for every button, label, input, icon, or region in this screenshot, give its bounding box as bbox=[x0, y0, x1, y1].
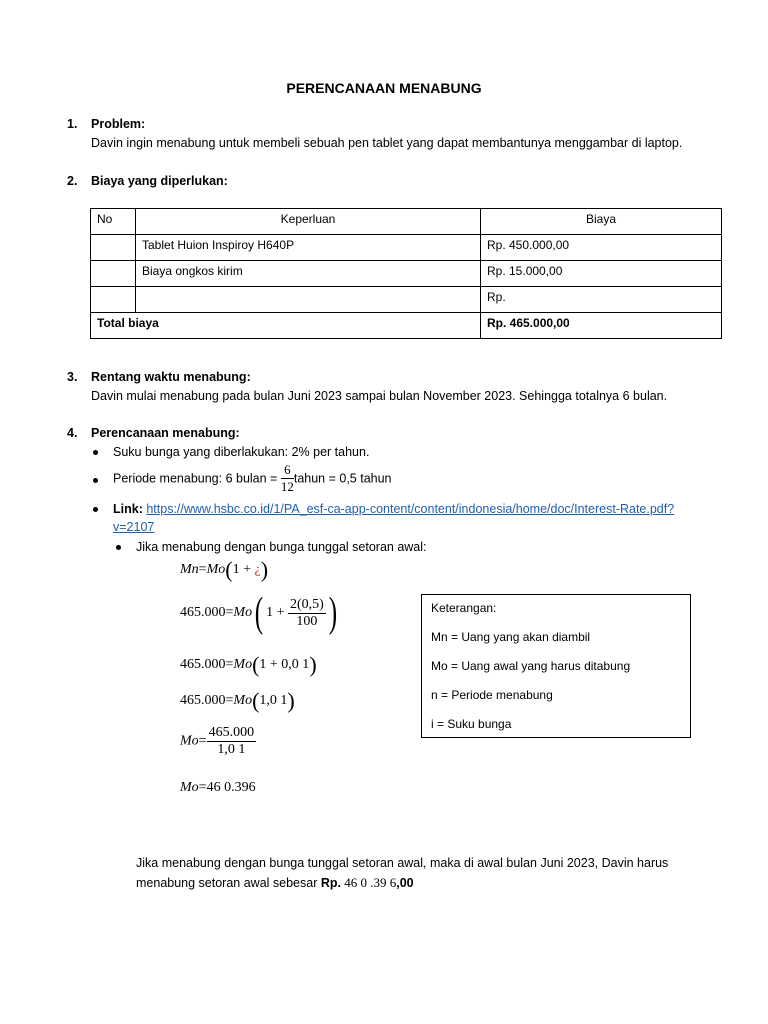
header-keperluan: Keperluan bbox=[136, 209, 481, 235]
link-line bbox=[113, 502, 674, 516]
eq3-mo: Mo bbox=[233, 657, 253, 673]
eq4-mo: Mo bbox=[233, 693, 253, 709]
keterangan-box bbox=[421, 594, 691, 738]
equation-3: 465.000=Mo(1 + 0,0 1) bbox=[180, 652, 317, 677]
table-row bbox=[91, 235, 722, 261]
conclusion-rp: Rp. bbox=[320, 876, 341, 890]
equation-6: Mo=46 0.396 bbox=[180, 780, 256, 795]
reference-link[interactable]: https://www.hsbc.co.id/1/PA_esf-ca-app-content/content/indonesia/home/doc/Interest-Rate.pdf? bbox=[146, 502, 675, 516]
table-header-row bbox=[91, 209, 722, 235]
section-3-heading: Rentang waktu menabung: bbox=[91, 370, 251, 384]
eq6-lhs: Mo bbox=[180, 780, 199, 795]
table-total-row bbox=[91, 313, 722, 339]
simple-interest-heading: Jika menabung dengan bunga tunggal setoran awal: bbox=[136, 540, 427, 554]
link-label: Link: bbox=[113, 502, 147, 516]
cost-table bbox=[90, 208, 722, 339]
cell-item bbox=[136, 287, 481, 313]
section-4-number: 4. bbox=[67, 426, 78, 440]
eq2-denominator: 100 bbox=[296, 613, 318, 629]
conclusion-suffix: ,00 bbox=[396, 876, 414, 890]
total-label: Total biaya bbox=[91, 313, 481, 339]
table-row bbox=[91, 261, 722, 287]
header-no: No bbox=[91, 209, 136, 235]
eq5-denominator: 1,0 1 bbox=[217, 742, 246, 757]
eq2-lhs: 465.000 bbox=[180, 605, 226, 620]
conclusion-line-2 bbox=[136, 875, 414, 891]
cell-cost: Rp. 450.000,00 bbox=[481, 235, 722, 261]
eq6-rhs: 46 0.396 bbox=[206, 780, 256, 795]
keterangan-line: Mo = Uang awal yang harus ditabung bbox=[431, 659, 631, 673]
bullet-icon bbox=[93, 450, 98, 455]
cell-no bbox=[91, 235, 136, 261]
period-denominator: 12 bbox=[280, 479, 294, 494]
period-text-pre: Periode menabung: 6 bulan = bbox=[113, 471, 281, 486]
section-2-heading: Biaya yang diperlukan: bbox=[91, 174, 228, 188]
period-text-post: tahun = 0,5 tahun bbox=[293, 471, 392, 486]
eq3-lhs: 465.000 bbox=[180, 657, 226, 673]
interest-rate-text: Suku bunga yang diberlakukan: 2% per tahun. bbox=[113, 445, 370, 459]
equation-4: 465.000=Mo(1,0 1) bbox=[180, 688, 295, 713]
eq2-numerator: 2(0,5) bbox=[289, 596, 324, 612]
cell-item: Tablet Huion Inspiroy H640P bbox=[136, 235, 481, 261]
eq2-fraction bbox=[288, 597, 326, 630]
eq1-mo: Mo bbox=[206, 562, 226, 578]
cell-no bbox=[91, 261, 136, 287]
equation-5: Mo= $\frac{465.000}{1,0 1}$ bbox=[180, 725, 255, 757]
eq2-one: 1 + bbox=[266, 605, 288, 620]
cell-cost: Rp. 15.000,00 bbox=[481, 261, 722, 287]
eq4-lhs: 465.000 bbox=[180, 693, 226, 709]
eq5-fraction bbox=[207, 725, 257, 758]
eq1-lhs: Mn bbox=[180, 562, 199, 578]
section-2-number: 2. bbox=[67, 174, 78, 188]
cell-cost: Rp. bbox=[481, 287, 722, 313]
total-value: Rp. 465.000,00 bbox=[481, 313, 722, 339]
equation-1: Mn=Mo(1 + ¿) bbox=[180, 557, 269, 582]
keterangan-line: i = Suku bunga bbox=[431, 717, 512, 731]
header-biaya: Biaya bbox=[481, 209, 722, 235]
eq5-lhs: Mo bbox=[180, 733, 199, 749]
period-numerator: 6 bbox=[281, 462, 294, 479]
eq1-inner: 1 + bbox=[232, 562, 255, 578]
period-fraction bbox=[281, 462, 294, 495]
table-row bbox=[91, 287, 722, 313]
eq1-i: ¿ bbox=[254, 562, 261, 578]
keterangan-line: n = Periode menabung bbox=[431, 688, 553, 702]
reference-link-continuation[interactable]: v=2107 bbox=[113, 520, 155, 534]
keterangan-title: Keterangan: bbox=[431, 601, 497, 615]
section-4-heading: Perencanaan menabung: bbox=[91, 426, 240, 440]
section-1-heading: Problem: bbox=[91, 117, 146, 131]
bullet-icon bbox=[93, 507, 98, 512]
conclusion-text: menabung setoran awal sebesar bbox=[136, 876, 321, 890]
eq3-inner: 1 + 0,0 1 bbox=[259, 657, 310, 673]
section-3-text: Davin mulai menabung pada bulan Juni 2023 sampai bulan November 2023. Sehingga totalnya 6 bulan. bbox=[91, 389, 668, 403]
eq5-numerator: 465.000 bbox=[208, 725, 255, 740]
section-1-text: Davin ingin menabung untuk membeli sebuah pen tablet yang dapat membantunya menggambar di laptop. bbox=[91, 136, 683, 150]
section-3-number: 3. bbox=[67, 370, 78, 384]
equation-2: 465.000=Mo( 1 + $\frac{2(0,5)}{100}$ ) bbox=[180, 590, 338, 636]
section-1-number: 1. bbox=[67, 117, 78, 131]
cell-item: Biaya ongkos kirim bbox=[136, 261, 481, 287]
link-line-2 bbox=[113, 520, 154, 534]
conclusion-amount: 46 0 .39 6 bbox=[340, 875, 397, 890]
sub-bullet-icon bbox=[116, 545, 121, 550]
eq4-inner: 1,0 1 bbox=[259, 693, 288, 709]
keterangan-line: Mn = Uang yang akan diambil bbox=[431, 630, 591, 644]
eq2-mo: Mo bbox=[233, 605, 253, 620]
bullet-icon bbox=[93, 478, 98, 483]
page-title: PERENCANAAN MENABUNG bbox=[286, 80, 482, 96]
cell-no bbox=[91, 287, 136, 313]
conclusion-line-1: Jika menabung dengan bunga tunggal setoran awal, maka di awal bulan Juni 2023, Davin harus bbox=[136, 856, 669, 870]
period-line bbox=[113, 462, 392, 495]
